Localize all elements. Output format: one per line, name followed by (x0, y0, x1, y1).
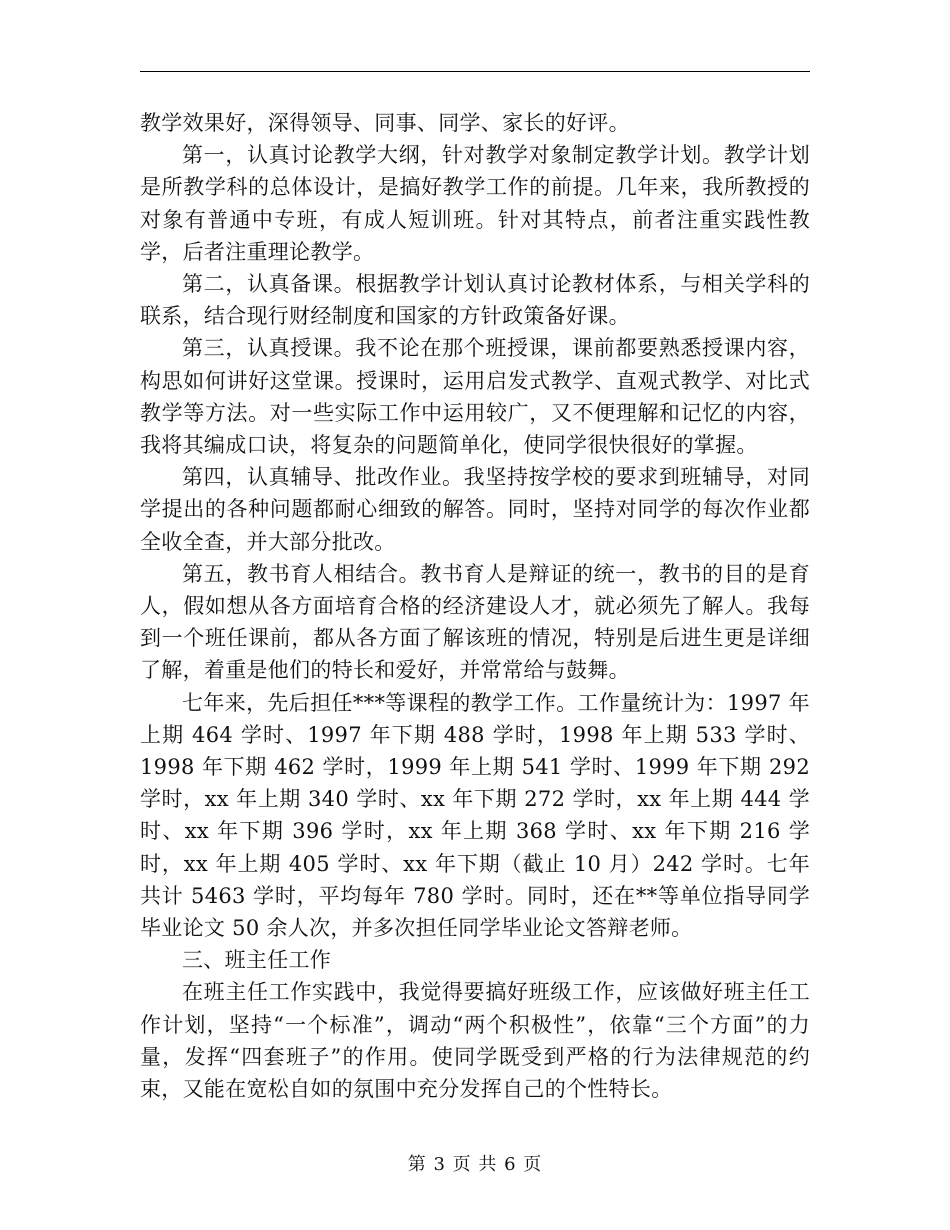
section-heading-head-teacher: 三、班主任工作 (182, 948, 332, 973)
document-body (140, 107, 810, 1105)
paragraph-second-lesson-prep: 第二，认真备课。根据教学计划认真讨论教材体系，与相关学科的联系，结合现行财经制度和国家的方针政策备好课。 (140, 272, 810, 329)
paragraph-third-teaching: 第三，认真授课。我不论在那个班授课，课前都要熟悉授课内容，构思如何讲好这堂课。授课时，运用启发式教学、直观式教学、对比式教学等方法。对一些实际工作中运用较广，又不便理解和记忆的内容，我将其编成口诀，将复杂的问题简单化，使同学很快很好的掌握。 (140, 336, 810, 458)
paragraph-head-teacher-practice: 在班主任工作实践中，我觉得要搞好班级工作，应该做好班主任工作计划，坚持“一个标准”，调动“两个积极性”，依靠“三个方面”的力量，发挥“四套班子”的作用。使同学既受到严格的行为法律规范的约束，又能在宽松自如的氛围中充分发挥自己的个性特长。 (140, 980, 810, 1102)
paragraph-workload-statistics: 七年来，先后担任***等课程的教学工作。工作量统计为：1997 年上期 464 学时、1997 年下期 488 学时，1998 年上期 533 学时、1998 年下期 462 学时，1999 年上期 541 学时、1999 年下期 292 学时，xx 年上期 340 学时、xx 年下期 272 学时，xx 年上期 444 学时、xx 年下期 396 学时，xx 年上期 368 学时、xx 年下期 216 学时，xx 年上期 405 学时、xx 年下期（截止 10 月）242 学时。七年共计 5463 学时，平均每年 780 学时。同时，还在**等单位指导同学毕业论文 50 余人次，并多次担任同学毕业论文答辩老师。 (140, 690, 810, 941)
page-number-footer: 第 3 页 共 6 页 (407, 1154, 543, 1175)
header-rule (140, 71, 810, 72)
paragraph-fourth-tutoring: 第四，认真辅导、批改作业。我坚持按学校的要求到班辅导，对同学提出的各种问题都耐心细致的解答。同时，坚持对同学的每次作业都全收全查，并大部分批改。 (140, 465, 810, 554)
paragraph-first-syllabus: 第一，认真讨论教学大纲，针对教学对象制定教学计划。教学计划是所教学科的总体设计，是搞好教学工作的前提。几年来，我所教授的对象有普通中专班，有成人短训班。针对其特点，前者注重实践性教学，后者注重理论教学。 (140, 143, 810, 264)
paragraph-fifth-education: 第五，教书育人相结合。教书育人是辩证的统一，教书的目的是育人，假如想从各方面培育合格的经济建设人才，就必须先了解人。我每到一个班任课前，都从各方面了解该班的情况，特别是后进生更是详细了解，着重是他们的特长和爱好，并常常给与鼓舞。 (140, 561, 810, 683)
paragraph-continuation: 教学效果好，深得领导、同事、同学、家长的好评。 (140, 111, 630, 135)
